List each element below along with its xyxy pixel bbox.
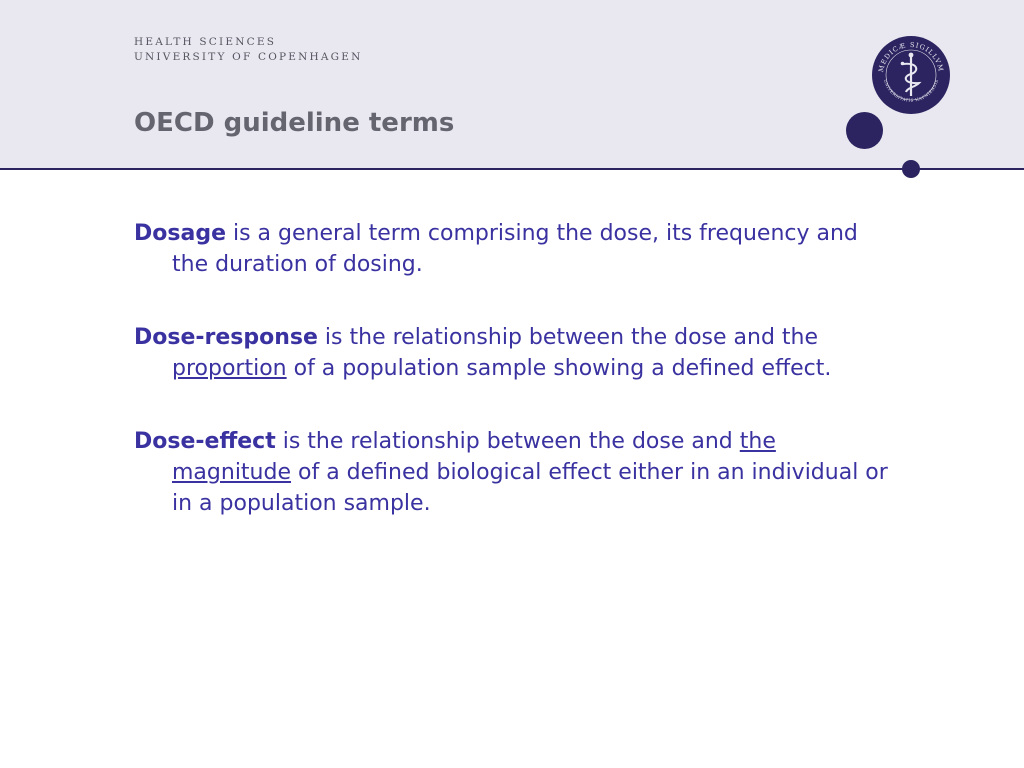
term-dosage-name: Dosage xyxy=(134,221,226,246)
term-dose-response xyxy=(134,322,894,384)
svg-text:MEDICÆ SIGILLVM: MEDICÆ SIGILLVM xyxy=(876,40,946,73)
institution-name: HEALTH SCIENCES xyxy=(134,36,277,48)
svg-text:UNIVERSITATIS HAFNIENSIS: UNIVERSITATIS HAFNIENSIS xyxy=(882,78,940,103)
term-dose-response-emphasis: proportion xyxy=(172,356,287,381)
term-dosage-definition: is a general term comprising the dose, its frequency and the duration of dosing. xyxy=(172,221,858,277)
term-dose-effect-definition-b: of a defined biological effect either in an individual or in a population sample. xyxy=(172,460,888,516)
term-dose-effect-emphasis: the magnitude xyxy=(172,429,776,485)
term-dose-response-definition-b: of a population sample showing a defined effect. xyxy=(286,356,832,381)
term-dose-effect-name: Dose-effect xyxy=(134,429,276,454)
institution-university: UNIVERSITY OF COPENHAGEN xyxy=(134,51,363,63)
term-dosage xyxy=(134,218,894,280)
decor-dot-large xyxy=(846,112,883,149)
header-divider xyxy=(0,168,1024,170)
term-dose-effect xyxy=(134,426,894,519)
header-band xyxy=(0,0,1024,168)
slide-body xyxy=(134,218,894,561)
term-dose-effect-definition-a: is the relationship between the dose and xyxy=(275,429,740,454)
term-dose-response-definition-a: is the relationship between the dose and the xyxy=(317,325,819,350)
decor-dot-small xyxy=(902,160,920,178)
term-dose-response-name: Dose-response xyxy=(134,325,318,350)
slide-title: OECD guideline terms xyxy=(134,108,455,138)
university-seal-icon xyxy=(872,36,950,114)
